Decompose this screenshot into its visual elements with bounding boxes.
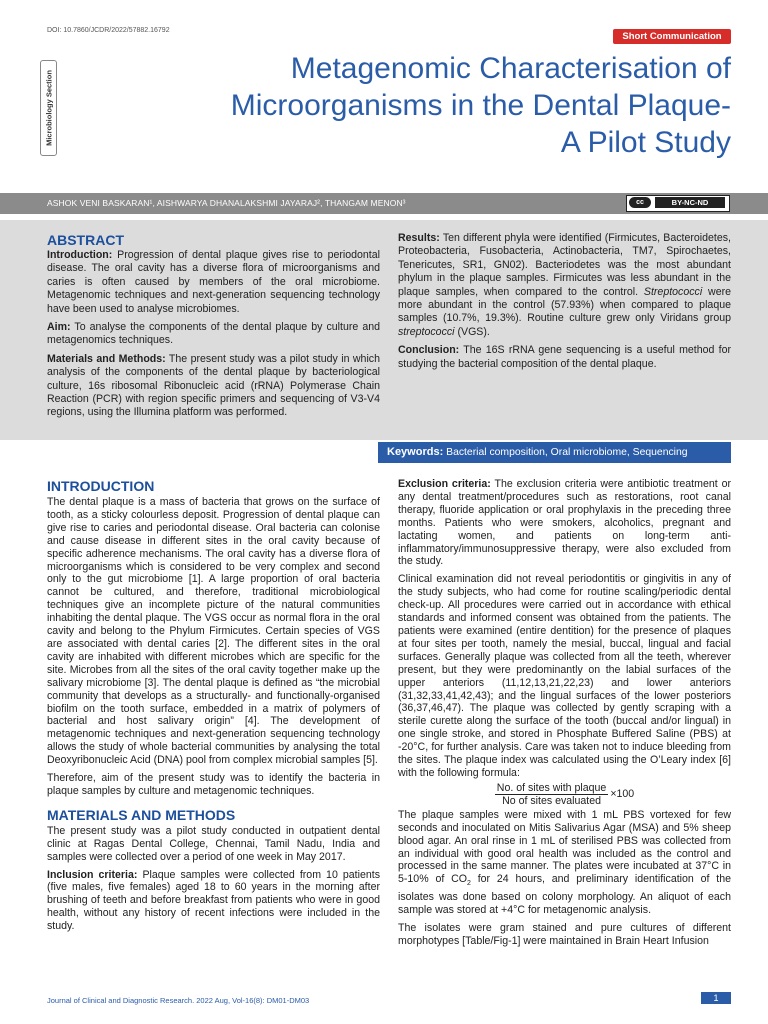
formula-fraction (495, 782, 609, 807)
methods-paragraph-1: The present study was a pilot study conducted in outpatient dental clinic at Ragas Dental College, Chennai, Tamil Nadu, India and samples were collected over a period of one week in May 2017. (47, 824, 380, 863)
doi: DOI: 10.7860/JCDR/2022/57882.16792 (47, 27, 170, 34)
cc-license-icon[interactable] (626, 195, 730, 212)
aim-label: Aim: (47, 321, 71, 334)
results-text-3: (VGS). (454, 325, 490, 338)
formula-numerator: No. of sites with plaque (496, 781, 607, 794)
introduction-paragraph-2: Therefore, aim of the present study was to identify the bacteria in plaque samples by culture and metagenomic techniques. (47, 772, 380, 797)
isolates-paragraph: The isolates were gram stained and pure cultures of different morphotypes [Table/Fig-1] were maintained in Brain Heart Infusion (398, 922, 731, 948)
formula-denominator: No of sites evaluated (502, 794, 602, 807)
results-italic-2: streptococci (398, 325, 455, 338)
abstract-introduction (47, 249, 380, 316)
inclusion-label: Inclusion criteria: (47, 868, 138, 881)
culture-paragraph (398, 809, 731, 917)
abstract-methods (47, 353, 380, 420)
keywords-text: Bacterial composition, Oral microbiome, Sequencing (446, 447, 688, 458)
introduction-heading: INTRODUCTION (47, 478, 155, 494)
cc-logo: cc (629, 197, 651, 208)
formula-multiplier: ×100 (610, 787, 635, 800)
abstract-heading: ABSTRACT (47, 232, 124, 248)
introduction-paragraph-1: The dental plaque is a mass of bacteria that grows on the surface of tooth, as a sticky colourless deposit. Progression of dental plaque can give rise to caries and periodontal disease. Oral bacteria can colonise and cause disease in different sites in the oral cavity because of specific adherence mechanisms. The oral cavity has a diverse flora of microorganisms which is considered to be very complex and second only to the gut microbiome [1]. A large proportion of oral bacteria cannot be cultured, and therefore, traditional microbiological techniques give an incomplete picture of the natural communities inhabiting the dental plaque. The VGS occur as normal flora in the oral cavity and belong to the Phylum Firmicutes. Certain species of VGS are associated with dental caries [2]. The different sites in the oral cavity are inhabited with different microbes which are specific for the site. Microbes from all the sites of the oral cavity together make up the salivary microbiome [3]. The dental plaque is defined as “the microbial community that develops as a structurally- and functionally-organised biofilm on the tooth surface, embedded in a matrix of polymers of bacterial and host salivary origin” [4]. The development of metagenomic techniques and next-generation sequencing technology allows the study of whole bacterial communities by analysing the total Deoxyribonucleic Acid (DNA) pool from complex microbial samples [5]. (47, 496, 380, 767)
aim-text: To analyse the components of the dental plaque by culture and metagenomics techniques. (47, 321, 380, 347)
abstract-conclusion (398, 344, 731, 371)
abstract-aim (47, 321, 380, 348)
results-text-2: were more abundant in the control (57.93%) when compared to plaque samples (10.7%, 19.3%). Routine culture grew only Viridans group (398, 285, 731, 325)
article-type-badge: Short Communication (613, 29, 731, 44)
keywords-bar (378, 442, 731, 463)
methods-text: The present study was a pilot study in which analysis of the components of the dental plaque by bacteriological culture, 16s ribosomal Ribonucleic acid (rRNA) Polymerase Chain Reaction (PCR) with region specific primers and sequencing of V3-V4 regions, using the Illumina platform was performed. (47, 352, 380, 419)
keywords-label: Keywords: (387, 446, 444, 458)
exclusion-label: Exclusion criteria: (398, 478, 491, 490)
methods-heading: MATERIALS AND METHODS (47, 806, 236, 823)
section-label-text: Microbiology Section (44, 70, 53, 146)
culture-text-a: The plaque samples were mixed with 1 mL PBS vortexed for few seconds and inoculated on Mitis Salivarius Agar (MSA) and 5% sheep blood agar. An oral rinse in 1 mL of sterilised PBS was collected from an individual with good oral health was included as the control and processed in the same manner. The plates were incubated at 37°C in 5-10% of CO (398, 808, 731, 886)
inclusion-text: Plaque samples were collected from 10 patients (five males, five females) aged 18 to 60 years in the morning after brushing of teeth and before breakfast from patients who were in good health, without any history of recent infections were included in the study. (47, 868, 380, 933)
body-right-column (398, 478, 731, 953)
results-label: Results: (398, 232, 440, 244)
abstract-right-column (398, 232, 731, 376)
clinical-paragraph: Clinical examination did not reveal periodontitis or gingivitis in any of the study subjects, who had come for routine scaling/periodic dental check-up. All procedures were carried out in accordance with ethical standards and informed consent was obtained from the patients. The patients were examined (entire dentition) for the presence of plaques at four sites per tooth, namely the mesial, buccal, lingual and facial surfaces. Generally plaque was collected from all the teeth, wherever present, but they were predominantly on the labial surfaces of the upper anteriors (11,12,13,21,22,23) and lower anteriors (31,32,33,41,42,43); and the lingual surfaces of the lower posteriors (36,37,46,47). The plaque was collected by gently scraping with a sterile curette along the surface of the tooth (buccal and/or lingual) in one single stroke, and stored in Phosphate Buffered Saline (PBS) at -20°C, for further analysis. Care was taken not to induce bleeding from the sites. The plaque index was calculated using the O’Leary index [6] with the following formula: (398, 573, 731, 779)
section-label (40, 60, 57, 156)
page-number: 1 (701, 992, 731, 1004)
co2-subscript: 2 (467, 880, 471, 888)
cc-terms: BY-NC-ND (655, 197, 725, 208)
results-italic-1: Streptococci (643, 285, 703, 298)
authors-bar (0, 193, 768, 214)
culture-text-b: for 24 hours, and preliminary identification of the isolates was done based on colony morphology. An aliquot of each sample was stored at +4°C for metagenomic analysis. (398, 873, 731, 917)
conclusion-label: Conclusion: (398, 344, 460, 357)
methods-label: Materials and Methods: (47, 352, 166, 365)
article-title: Metagenomic Characterisation of Microorganisms in the Dental Plaque- A Pilot Study (230, 52, 731, 159)
conclusion-text: The 16S rRNA gene sequencing is a useful method for studying the bacterial composition of the dental plaque. (398, 344, 731, 370)
intro-label: Introduction: (47, 249, 113, 261)
abstract-left-column (47, 232, 380, 425)
journal-footer: Journal of Clinical and Diagnostic Research. 2022 Aug, Vol-16(8): DM01-DM03 (47, 996, 310, 1005)
results-text-1: Ten different phyla were identified (Firmicutes, Bacteroidetes, Proteobacteria, Fusobacteria, Actinobacteria, TM7, Spirochaetes, Tenericutes, SR1, GN02). Bacteriodetes was the most abundant phylum in the plaque samples. Firmicutes was less abundant in the plaque samples, when compared to the control. (398, 232, 731, 298)
intro-text: Progression of dental plaque gives rise to periodontal disease. The oral cavity has a diverse flora of microorganisms and caries is often caused by members of the oral microbiome. Metagenomic techniques and next-generation sequencing technology have been used to analyse microbiomes. (47, 249, 380, 315)
exclusion-text: The exclusion criteria were antibiotic treatment or any dental treatment/procedures such as restorations, root canal therapy, fluoride application or oral prophylaxis in the preceding three months. Patients who were smokers, alcoholics, pregnant and lactating women, and patients on long-term anti-inflammatory/immunosuppressive therapy, were also excluded from the study. (398, 478, 731, 568)
abstract-results (398, 232, 731, 339)
author-names: ASHOK VENI BASKARAN¹, AISHWARYA DHANALAKSHMI JAYARAJ², THANGAM MENON³ (47, 198, 406, 208)
body-left-column (47, 476, 380, 938)
plaque-index-formula (398, 782, 731, 807)
exclusion-criteria (398, 478, 731, 568)
inclusion-criteria (47, 869, 380, 934)
